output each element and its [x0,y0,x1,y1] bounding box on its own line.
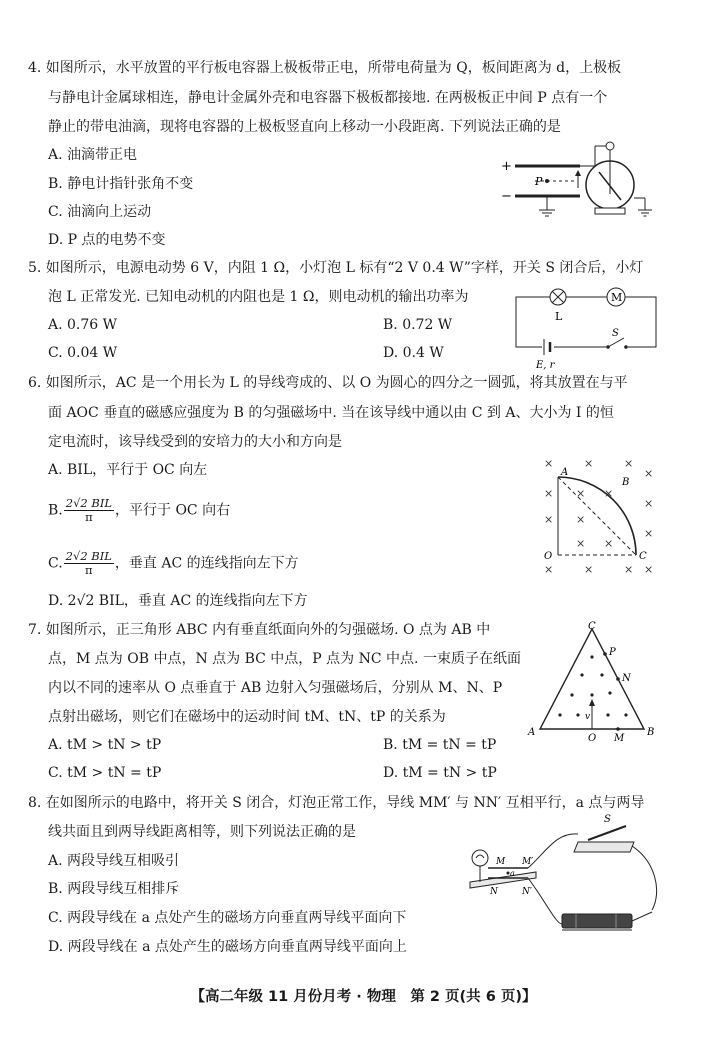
q6-stem-line1: 6. 如图所示，AC 是一个用长为 L 的导线弯成的、以 O 为圆心的四分之一圆弧，将其放置在与平 [28,375,628,391]
q6-option-c-fraction [64,550,114,577]
point-o-label: O [544,551,553,562]
q4-capacitor-electrometer-figure [495,138,665,228]
q4-option-d: D. P 点的电势不变 [48,232,166,248]
q7-option-d: D. tM = tN > tP [383,765,497,781]
q5-stem-line2: 泡 L 正常发光. 已知电动机的内阻也是 1 Ω，则电动机的输出功率为 [48,289,469,305]
q6-option-b [48,497,230,524]
svg-text:×: × [576,487,586,500]
frac-denominator: π [85,510,93,524]
q7-stem-line1: 7. 如图所示，正三角形 ABC 内有垂直纸面向外的匀强磁场. O 点为 AB 中 [28,622,491,638]
q5-option-a: A. 0.76 W [48,317,118,333]
svg-text:×: × [584,563,594,576]
frac-numerator: 2√2 BIL [65,496,112,510]
svg-text:×: × [644,527,654,540]
q5-option-c: C. 0.04 W [48,345,118,361]
q4-option-c: C. 油滴向上运动 [48,204,152,220]
q8-stem-line1: 8. 在如图所示的电路中，将开关 S 闭合，灯泡正常工作，导线 MM′ 与 NN′ 互相平行，a 点与两导 [28,795,645,811]
svg-text:×: × [624,457,634,470]
svg-text:×: × [544,563,554,576]
switch-label: S [612,328,619,339]
svg-text:×: × [604,487,614,500]
q7-option-c: C. tM > tN = tP [48,765,162,781]
q8-option-d: D. 两段导线在 a 点处产生的磁场方向垂直两导线平面向上 [48,939,407,955]
source-label: E, r [536,360,555,371]
svg-text:×: × [644,563,654,576]
q7-triangle-field-figure [522,617,662,747]
page-footer: 【高二年级 11 月份月考 · 物理 第 2 页(共 6 页)】 [190,989,537,1005]
point-m-label: M [614,733,625,744]
frac-numerator: 2√2 BIL [65,549,112,563]
motor-label: M [611,291,623,304]
q6-option-b-fraction [64,497,114,524]
q4-stem-line3: 静止的带电油滴，现将电容器的上极板竖直向上移动一小段距离. 下列说法正确的是 [48,119,561,135]
switch-label: S [604,814,611,825]
svg-text:×: × [624,563,634,576]
svg-text:×: × [644,497,654,510]
svg-text:×: × [576,513,586,526]
q6-option-b-letter: B. [48,502,63,519]
point-n-label: N [622,673,631,684]
q8-stem-line2: 线共面且到两导线距离相等，则下列说法正确的是 [48,824,356,840]
point-p-label: P [535,175,543,188]
point-c-label: C [639,551,647,562]
plus-sign: + [501,159,512,174]
q4-option-b: B. 静电计指针张角不变 [48,176,194,192]
field-dot-marks [558,655,627,716]
svg-text:×: × [544,513,554,526]
point-m-label: M [496,857,506,867]
q8-option-c: C. 两段导线在 a 点处产生的磁场方向垂直两导线平面向下 [48,910,407,926]
q5-circuit-figure [508,282,668,372]
lamp-label: L [555,310,563,323]
point-a-label: A [561,467,569,478]
q6-stem-line2: 面 AOC 垂直的磁感应强度为 B 的匀强磁场中. 当在该导线中通以由 C 到 A、大小为 I 的恒 [48,405,614,421]
point-p-label: P [609,647,616,658]
q4-stem-line2: 与静电计金属球相连，静电计金属外壳和电容器下极板都接地. 在两极板正中间 P 点有一个 [48,90,608,106]
minus-sign: − [501,189,512,204]
point-b-label: B [622,477,630,488]
svg-text:×: × [544,457,554,470]
svg-text:×: × [584,457,594,470]
q6-magnetic-field-arc-figure [536,455,666,585]
q5-option-b: B. 0.72 W [383,317,453,333]
q5-stem-line1: 5. 如图所示，电源电动势 6 V，内阻 1 Ω，小灯泡 L 标有“2 V 0.4 W”字样，开关 S 闭合后，小灯 [28,260,644,276]
q6-option-c [48,550,299,577]
q6-option-a: A. BIL，平行于 OC 向左 [48,462,208,478]
q6-option-d: D. 2√2 BIL，垂直 AC 的连线指向左下方 [48,593,308,609]
q7-stem-line4: 点射出磁场，则它们在磁场中的运动时间 tM、tN、tP 的关系为 [48,709,446,725]
q7-stem-line3: 内以不同的速率从 O 点垂直于 AB 边射入匀强磁场后，分别从 M、N、P [48,680,503,696]
point-m-prime-label: M′ [522,857,534,867]
point-c-label: C [588,621,596,632]
point-o-label: O [588,733,597,744]
q6-option-b-text: ，平行于 OC 向右 [115,502,231,519]
velocity-label: v [585,712,591,722]
point-a-label: A [528,727,536,738]
q4-option-a: A. 油滴带正电 [48,147,138,163]
point-b-label: B [647,727,655,738]
svg-text:×: × [544,487,554,500]
q8-option-a: A. 两段导线互相吸引 [48,853,180,869]
point-a-label: a [510,869,515,878]
svg-text:×: × [576,537,586,550]
q6-stem-line3: 定电流时，该导线受到的安培力的大小和方向是 [48,434,342,450]
q4-stem-line1: 4. 如图所示，水平放置的平行板电容器上极板带正电，所带电荷量为 Q，板间距离为 d，上极板 [28,60,622,76]
frac-denominator: π [85,563,93,577]
q7-option-b: B. tM = tN = tP [383,737,497,753]
point-n-prime-label: N′ [522,887,532,897]
point-n-label: N [490,887,498,897]
svg-text:×: × [604,537,614,550]
q8-option-b: B. 两段导线互相排斥 [48,881,180,897]
svg-text:×: × [644,467,654,480]
q6-option-c-text: ，垂直 AC 的连线指向左下方 [114,555,299,572]
q6-option-c-letter: C. [48,555,63,572]
q5-option-d: D. 0.4 W [383,345,444,361]
q7-stem-line2: 点，M 点为 OB 中点，N 点为 BC 中点，P 点为 NC 中点. 一束质子在纸面 [48,651,521,667]
q7-option-a: A. tM > tN > tP [48,737,162,753]
q8-parallel-wires-circuit-figure [466,812,666,942]
